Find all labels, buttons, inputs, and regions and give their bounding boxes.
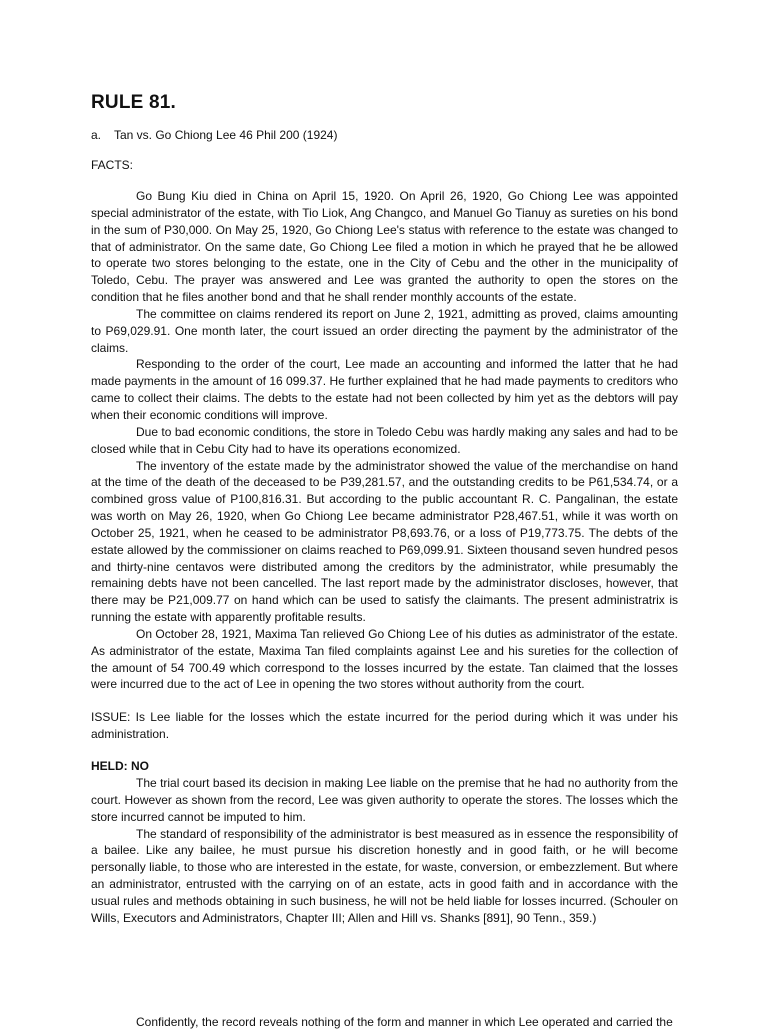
held-section [91,775,678,927]
facts-paragraph: The inventory of the estate made by the administrator showed the value of the merchandise on hand at the time of the death of the deceased to be P39,281.57, and the outstanding credits to be P61,534.74, or a combined gross value of P100,816.31. But according to the public accountant R. C. Pangalinan, the estate was worth on May 26, 1920, when Go Chiong Lee became administrator P28,467.51, while it was worth on October 25, 1921, when he ceased to be administrator P8,693.76, or a loss of P19,773.75. The debts of the estate allowed by the commissioner on claims reached to P69,099.91. Sixteen thousand seven hundred pesos and thirty-nine centavos were distributed among the creditors by the administrator, while presumably the remaining debts have not been cancelled. The last report made by the administrator discloses, however, that there may be P21,009.77 on hand which can be used to satisfy the claimants. The present administratrix is running the estate with apparently profitable results. [91,458,678,625]
held-paragraph: The standard of responsibility of the administrator is best measured as in essence the responsibility of a bailee. Like any bailee, he must pursue his discretion honestly and in good faith, or he will become personally liable, to those who are interested in the estate, for waste, conversion, or embezzlement. But where an administrator, entrusted with the carrying on of an estate, acts in good faith and in accordance with the usual rules and methods obtaining in such business, he will not be held liable for losses incurred. (Schouler on Wills, Executors and Administrators, Chapter III; Allen and Hill vs. Shanks [891], 90 Tenn., 359.) [91,826,678,925]
list-marker: a. [91,128,102,142]
issue-statement: ISSUE: Is Lee liable for the losses which the estate incurred for the period during which it was under his administration. [91,710,678,742]
cutoff-paragraph: Confidently, the record reveals nothing of the form and manner in which Lee operated and carried the [136,1015,673,1029]
held-heading: HELD: NO [91,759,149,773]
facts-paragraph: On October 28, 1921, Maxima Tan relieved Go Chiong Lee of his duties as administrator of the estate. As administrator of the estate, Maxima Tan filed complaints against Lee and his sureties for the collection of the amount of 54 700.49 which correspond to the losses incurred by the estate. Tan claimed that the losses were incurred due to the act of Lee in opening the two stores without authority from the court. [91,626,678,692]
case-title [91,128,678,142]
facts-paragraph: Go Bung Kiu died in China on April 15, 1920. On April 26, 1920, Go Chiong Lee was appointed special administrator of the estate, with Tio Liok, Ang Changco, and Manuel Go Tianuy as sureties on his bond in the sum of P30,000. On May 25, 1920, Go Chiong Lee's status with reference to the estate was changed to that of administrator. On the same date, Go Chiong Lee filed a motion in which he prayed that he be allowed to operate two stores belonging to the estate, one in the City of Cebu and the other in the municipality of Toledo, Cebu. The prayer was answered and Lee was granted the authority to open the stores on the condition that he files another bond and that he shall render monthly accounts of the estate. [91,189,678,305]
facts-paragraph: Due to bad economic conditions, the store in Toledo Cebu was hardly making any sales and had to be closed while that in Cebu City had to have its operations economized. [91,424,678,456]
case-title-text: Tan vs. Go Chiong Lee 46 Phil 200 (1924) [114,128,338,142]
facts-paragraph: Responding to the order of the court, Lee made an accounting and informed the latter that he had made payments in the amount of 16 099.37. He further explained that he had made payments to creditors who came to collect their claims. The debts to the estate had not been collected by him yet as the debtors will pay when their economic conditions will improve. [91,357,678,422]
held-paragraph: The trial court based its decision in making Lee liable on the premise that he had no authority from the court. However as shown from the record, Lee was given authority to operate the stores. The losses which the store incurred cannot be imputed to him. [91,776,678,824]
facts-section [91,188,678,693]
facts-paragraph: The committee on claims rendered its report on June 2, 1921, admitting as proved, claims amounting to P69,029.91. One month later, the court issued an order directing the payment by the administrator of the claims. [91,306,678,355]
rule-title: RULE 81. [91,92,177,113]
facts-heading: FACTS: [91,158,134,172]
document-page [91,92,678,927]
